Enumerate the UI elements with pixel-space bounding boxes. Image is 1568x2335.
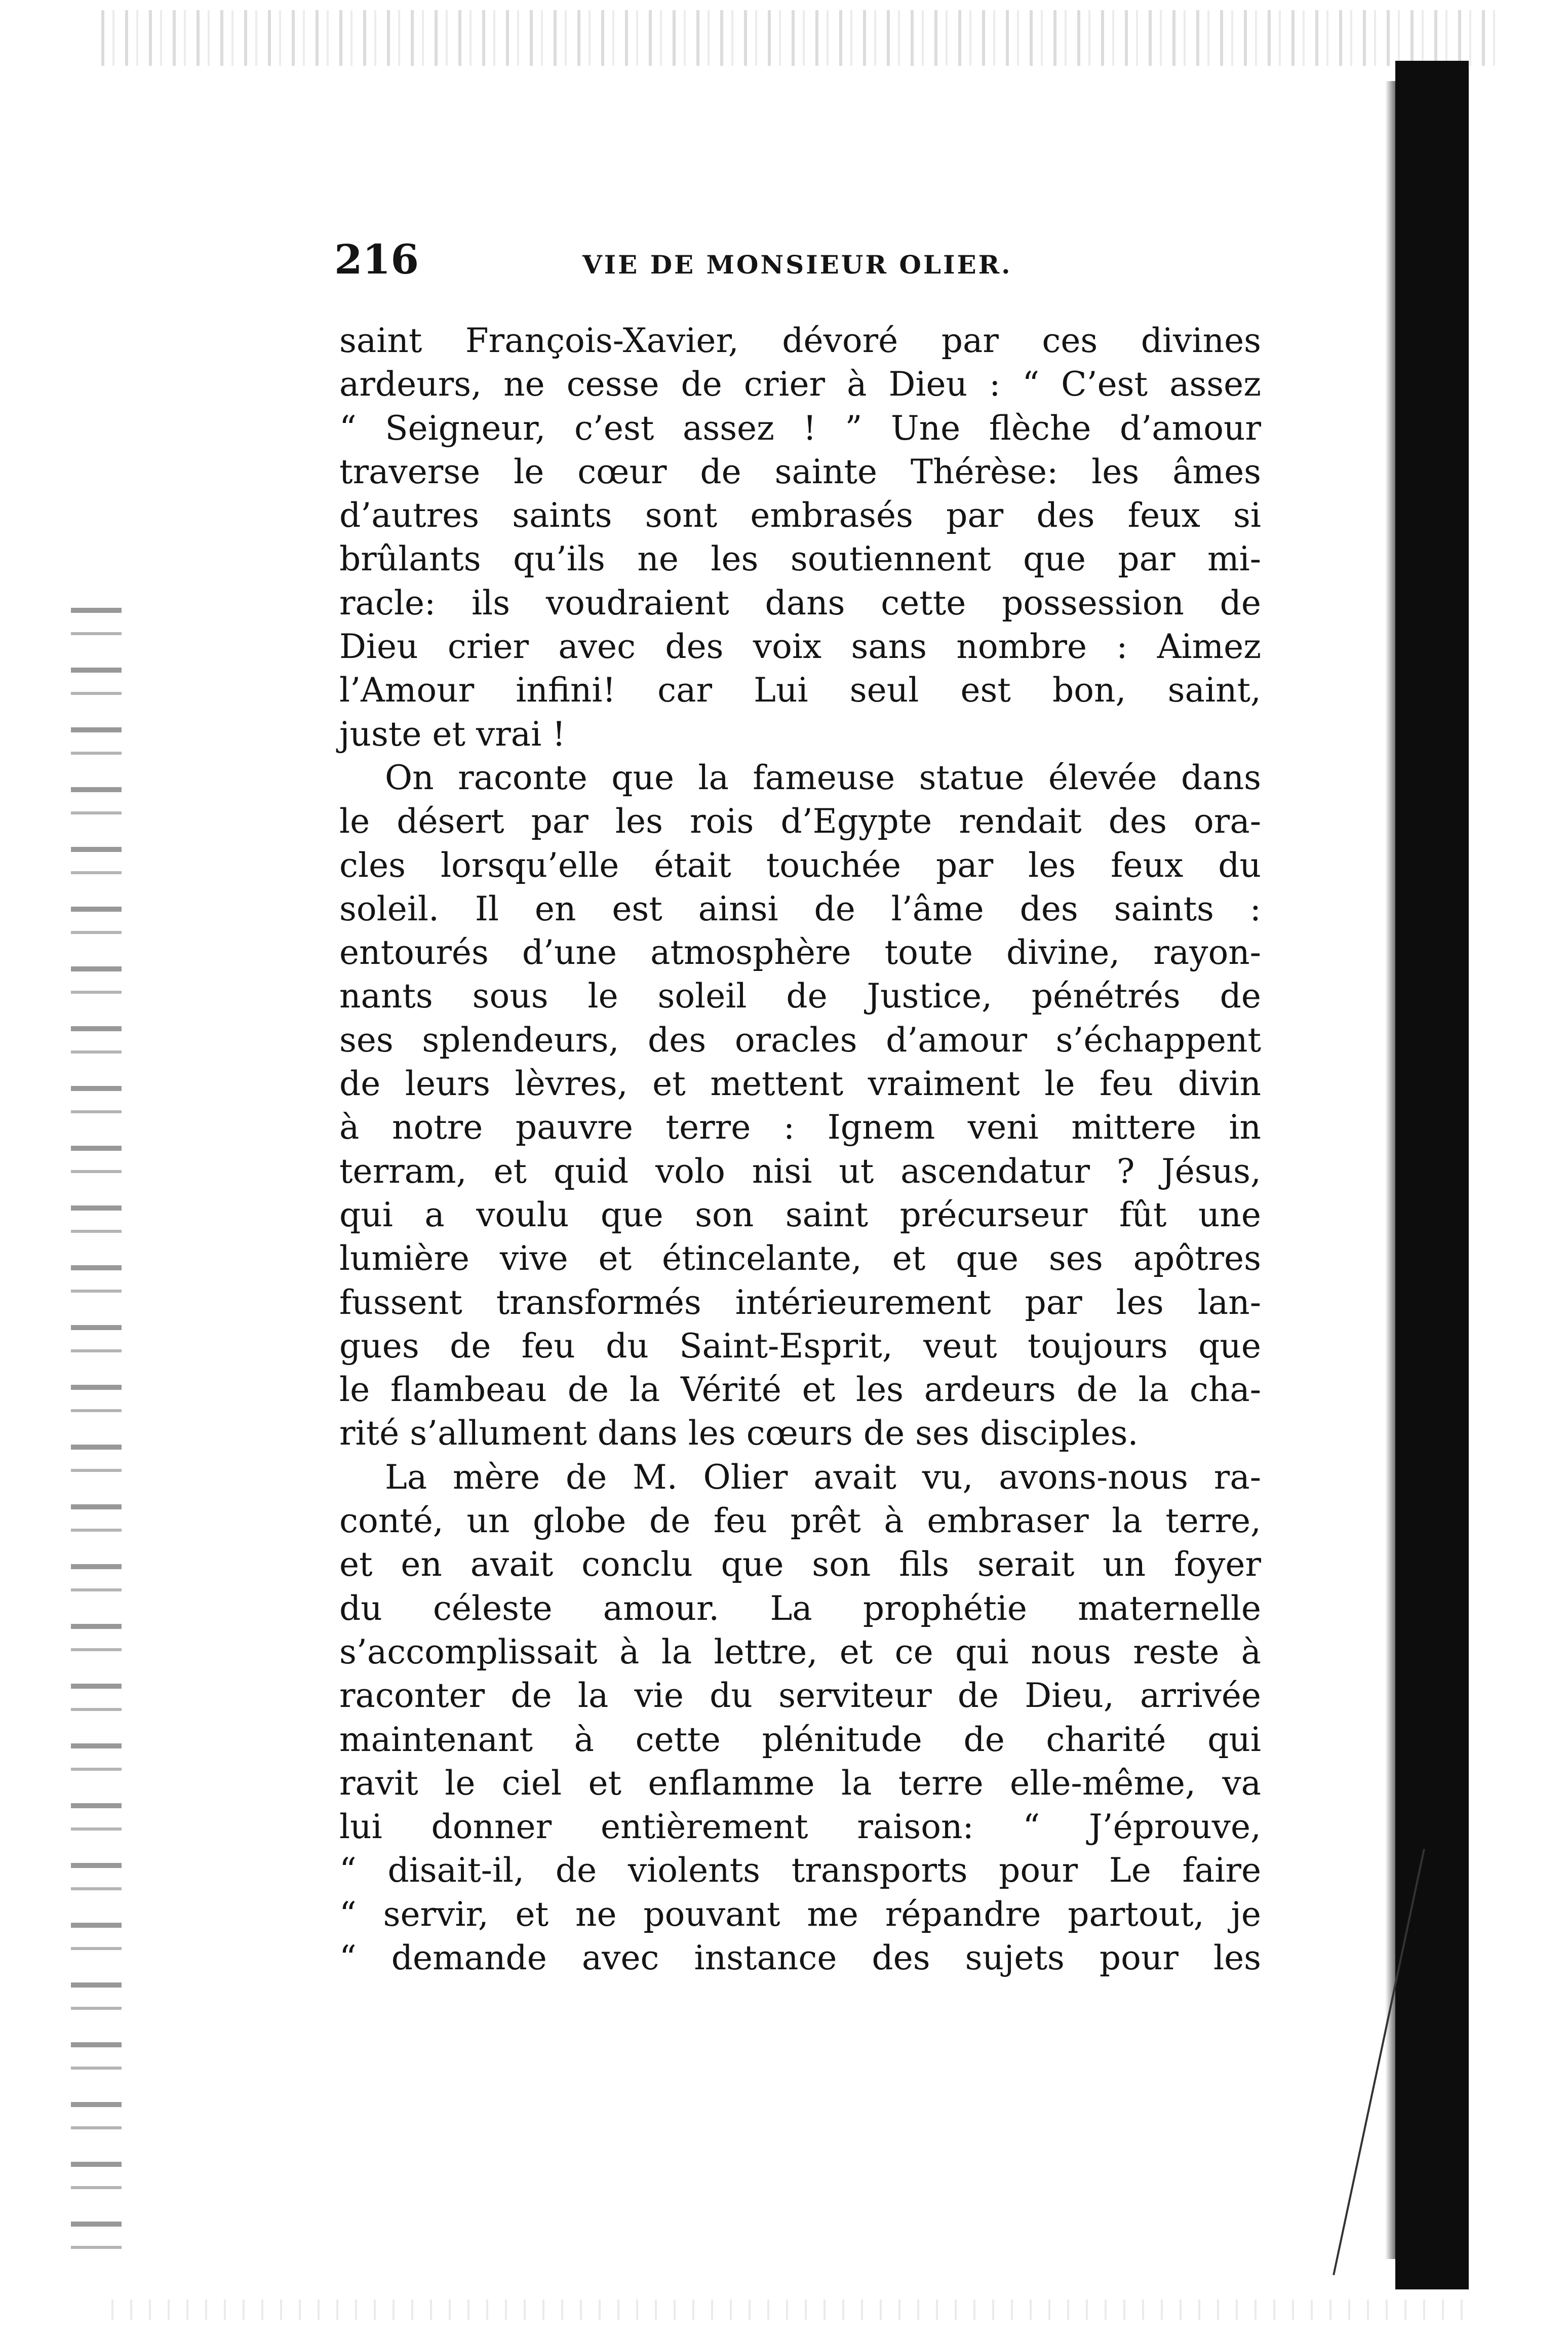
text-line: le désert par les rois d’Egypte rendait des ora- xyxy=(339,802,1261,841)
text-line: ravit le ciel et enflamme la terre elle-même, va xyxy=(339,1763,1261,1803)
body-text xyxy=(339,319,1261,1980)
text-line: ardeurs, ne cesse de crier à Dieu : “ C’est assez xyxy=(339,365,1261,404)
scan-noise-left-margin xyxy=(71,608,122,2254)
text-line: traverse le cœur de sainte Thérèse: les âmes xyxy=(339,452,1261,491)
text-line: saint François-Xavier, dévoré par ces divines xyxy=(339,321,1261,360)
text-line: conté, un globe de feu prêt à embraser la terre, xyxy=(339,1501,1261,1541)
text-line-paragraph-start: On raconte que la fameuse statue élevée dans xyxy=(385,758,1261,797)
scan-noise-bottom xyxy=(111,2300,1479,2320)
text-line: lui donner entièrement raison: “ J’éprouve, xyxy=(339,1807,1261,1847)
text-line: brûlants qu’ils ne les soutiennent que par mi- xyxy=(339,539,1261,579)
text-line: à notre pauvre terre : Ignem veni mittere in xyxy=(339,1108,1261,1147)
text-line: d’autres saints sont embrasés par des feux si xyxy=(339,496,1261,535)
text-line: lumière vive et étincelante, et que ses apôtres xyxy=(339,1239,1261,1278)
text-line: le flambeau de la Vérité et les ardeurs de la cha- xyxy=(339,1370,1261,1410)
text-line: racle: ils voudraient dans cette possession de xyxy=(339,583,1261,622)
text-line: “ servir, et ne pouvant me répandre partout, je xyxy=(339,1894,1261,1934)
text-line: gues de feu du Saint-Esprit, veut toujours que xyxy=(339,1326,1261,1366)
text-line: nants sous le soleil de Justice, pénétrés de xyxy=(339,977,1261,1016)
text-line: l’Amour infini! car Lui seul est bon, saint, xyxy=(339,671,1261,710)
text-line: raconter de la vie du serviteur de Dieu, arrivée xyxy=(339,1676,1261,1716)
text-line: entourés d’une atmosphère toute divine, rayon- xyxy=(339,933,1261,972)
text-line: “ demande avec instance des sujets pour les xyxy=(339,1938,1261,1977)
page-number: 216 xyxy=(334,236,419,283)
text-line-paragraph-end: rité s’allument dans les cœurs de ses disciples. xyxy=(339,1414,1139,1453)
text-line: cles lorsqu’elle était touchée par les feux du xyxy=(339,845,1261,885)
text-line: Dieu crier avec des voix sans nombre : Aimez xyxy=(339,627,1261,667)
text-line-paragraph-end: juste et vrai ! xyxy=(339,714,566,754)
text-line: s’accomplissait à la lettre, et ce qui nous reste à xyxy=(339,1632,1261,1671)
text-line: fussent transformés intérieurement par les lan- xyxy=(339,1282,1261,1322)
text-line: de leurs lèvres, et mettent vraiment le feu divin xyxy=(339,1064,1261,1104)
text-line: et en avait conclu que son fils serait un foyer xyxy=(339,1545,1261,1584)
running-head: VIE DE MONSIEUR OLIER. xyxy=(582,250,1012,280)
text-line: “ Seigneur, c’est assez ! ” Une flèche d’amour xyxy=(339,408,1261,448)
text-line: du céleste amour. La prophétie maternelle xyxy=(339,1588,1261,1628)
text-line: maintenant à cette plénitude de charité qui xyxy=(339,1720,1261,1759)
text-line: qui a voulu que son saint précurseur fût une xyxy=(339,1195,1261,1234)
text-line: ses splendeurs, des oracles d’amour s’échappent xyxy=(339,1020,1261,1060)
spine-shadow xyxy=(1385,81,1395,2259)
text-line-paragraph-start: La mère de M. Olier avait vu, avons-nous ra- xyxy=(385,1457,1261,1497)
scan-noise-top xyxy=(101,10,1499,66)
binding-spine-shadow xyxy=(1395,61,1469,2289)
text-line: “ disait-il, de violents transports pour Le faire xyxy=(339,1851,1261,1890)
text-line: soleil. Il en est ainsi de l’âme des saints : xyxy=(339,889,1261,928)
text-line: terram, et quid volo nisi ut ascendatur ? Jésus, xyxy=(339,1151,1261,1191)
